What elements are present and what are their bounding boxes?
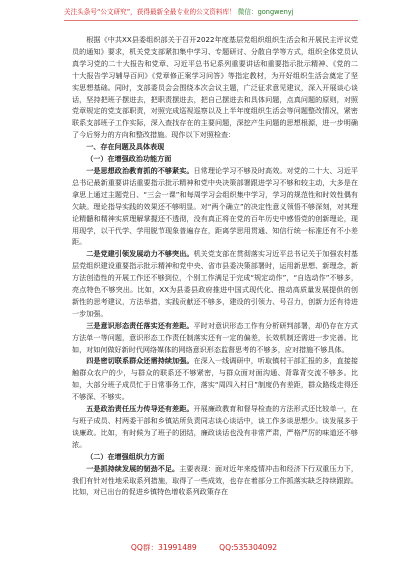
- paragraph: [72, 165, 358, 248]
- paragraph: [72, 320, 358, 356]
- paragraph-lead: 三是意识形态责任落实还有差距。: [86, 320, 194, 330]
- paragraph-text: 机关党支部在贯彻落实习近平总书记关于加强农村基层党组织建设重要指示批示精神和党中央、省市县委决策部署时，运用新思想、新理念，新方法创造性的开展工作还不够到位，个别工作满足于完成“规定动作”，“自选动作”不够多，亮点特色不够突出。比如，XX为县委县政府推进中国式现代化、推动高质量发展提供的创新性的思考建议，方法举措，实践贡献还不够多，建设的引领力、号召力，创新力还有待进一步加强。: [72, 249, 359, 318]
- paragraph-text: 在深入一线调研中，听取镇村干部汇报的多，直接接触群众农户的少，与群众的联系还不够紧密，与群众面对面沟通、背靠背交流不够多。比如，大部分班子成员忙于日常事务工作，落实“周四入村日”制度仍有差距，群众路线走得还不够深、不够实。: [72, 356, 359, 402]
- paragraph: [72, 463, 358, 499]
- document-body: [72, 34, 358, 498]
- subsection-heading: （二）在增强组织力方面: [86, 451, 165, 461]
- paragraph: [72, 248, 358, 319]
- paragraph: [72, 355, 358, 403]
- paragraph-text: 日常理论学习不够及时高效。对党的二十大、习近平总书记最新重要讲话重要指示批示精神和党中央决策部署跟进学习不够和较主动，大多是在拿思上通过主题党日、“三会一课”和每周学习会组织集中学习，学习的规范性和时效性偶有欠缺。理论指导实践的效果还不够明显。对“两个确立”的决定性意义领悟不够深刻，对其理论精髓和精神实质理解掌握还不透彻，没有真正将在党的百年历史中感悟党的创新理论，现用现学，以干代学、学用脱节现象普遍存在，距离学思用贯通、知信行统一标准还有不小差距。: [72, 165, 359, 247]
- paragraph-lead: 五是政治责任压力传导还有差距。: [86, 404, 194, 414]
- footer: [0, 540, 408, 556]
- paragraph-text: 主要表现：面对近年来疫情冲击和经济下行双重压力下，我们有针对性地采取系列措施，取得了一些成效，也存在着部分工作抓落实缺乏持续跟踪。比如，对已出台的促进乡镇特色增收系列政策存在: [72, 463, 359, 497]
- banner-divider: [64, 20, 358, 21]
- paragraph-lead: 四是密切联系群众还需持续加强。: [86, 356, 194, 366]
- section-heading: 一、存在问题及具体表现: [86, 142, 165, 152]
- paragraph-lead: 一是抓持续发展的韧劲不足。: [86, 463, 180, 473]
- subsection-heading: （一）在增强政治功能方面: [86, 154, 172, 164]
- paragraph-lead: 一是思想政治教育抓的不够紧实。: [86, 165, 194, 175]
- top-banner: [0, 0, 408, 30]
- banner-text: [64, 8, 364, 17]
- paragraph: [72, 403, 358, 451]
- banner-promo: 关注头条号“公文研究”，获得最新全最专业的公文资料库！: [64, 8, 236, 16]
- paragraph-text: 开展廉政教育和督导检查的方法形式还比较单一，在与班子成员、村两委干部和乡镇站所负责同志谈心谈话中，谈工作多谈思想少。谈发展多于谈廉政。比如，有时候为了班子的团结，廉政谈话也没有非常严肃，严格严厉的味道还不够浓。: [72, 404, 359, 449]
- banner-wechat: 微信：gongwenyj: [237, 8, 294, 16]
- footer-qq-group: QQ群：31991489: [130, 543, 197, 552]
- footer-qq: QQ:535304092: [219, 543, 278, 552]
- intro-paragraph: 根据《中共XX县委组织部关于召开2022年度基层党组织组织生活会和开展民主评议党员的通知》要求，机关党支部紧扣集中学习、专题研讨、分散自学等方式，组织全体党员认真学习党的二十大报告和党章、习近平总书记系列重要讲话和重要指示批示精神、《党的二十大报告学习辅导百问》《党章修正案学习问答》等指定教材，为开好组织生活会奠定了坚实思想基础。同时，支部委员会会围绕本次会议主题，广泛征求意见建议，深入开展谈心谈话，坚持把班子摆进去，把职责摆进去，把自己摆进去和具体问题，点真问题的原则，对照党章规定的党支部职责，对照完成巡视巡察以及上半年度组织生活会等问题整改情况，紧密联系支部班子工作实际，深入查找存在的主要问题，深挖产生问题的思想根源，进一步明确了今后努力的方向和整改措施。现作以下对照检查：: [72, 35, 358, 140]
- paragraph-text: 平时对意识形态工作有分析研判部署，却仍存在方式方法单一等问题，意识形态工作责任制落实还有一定的偏差，长效机制还需进一步完善。比如，对如何做好新时代网络媒体的网络意识形态监督思考的不够多，应对措施不够具体。: [72, 320, 359, 354]
- paragraph-lead: 二是党建引领发展动力不够突出。: [86, 249, 194, 259]
